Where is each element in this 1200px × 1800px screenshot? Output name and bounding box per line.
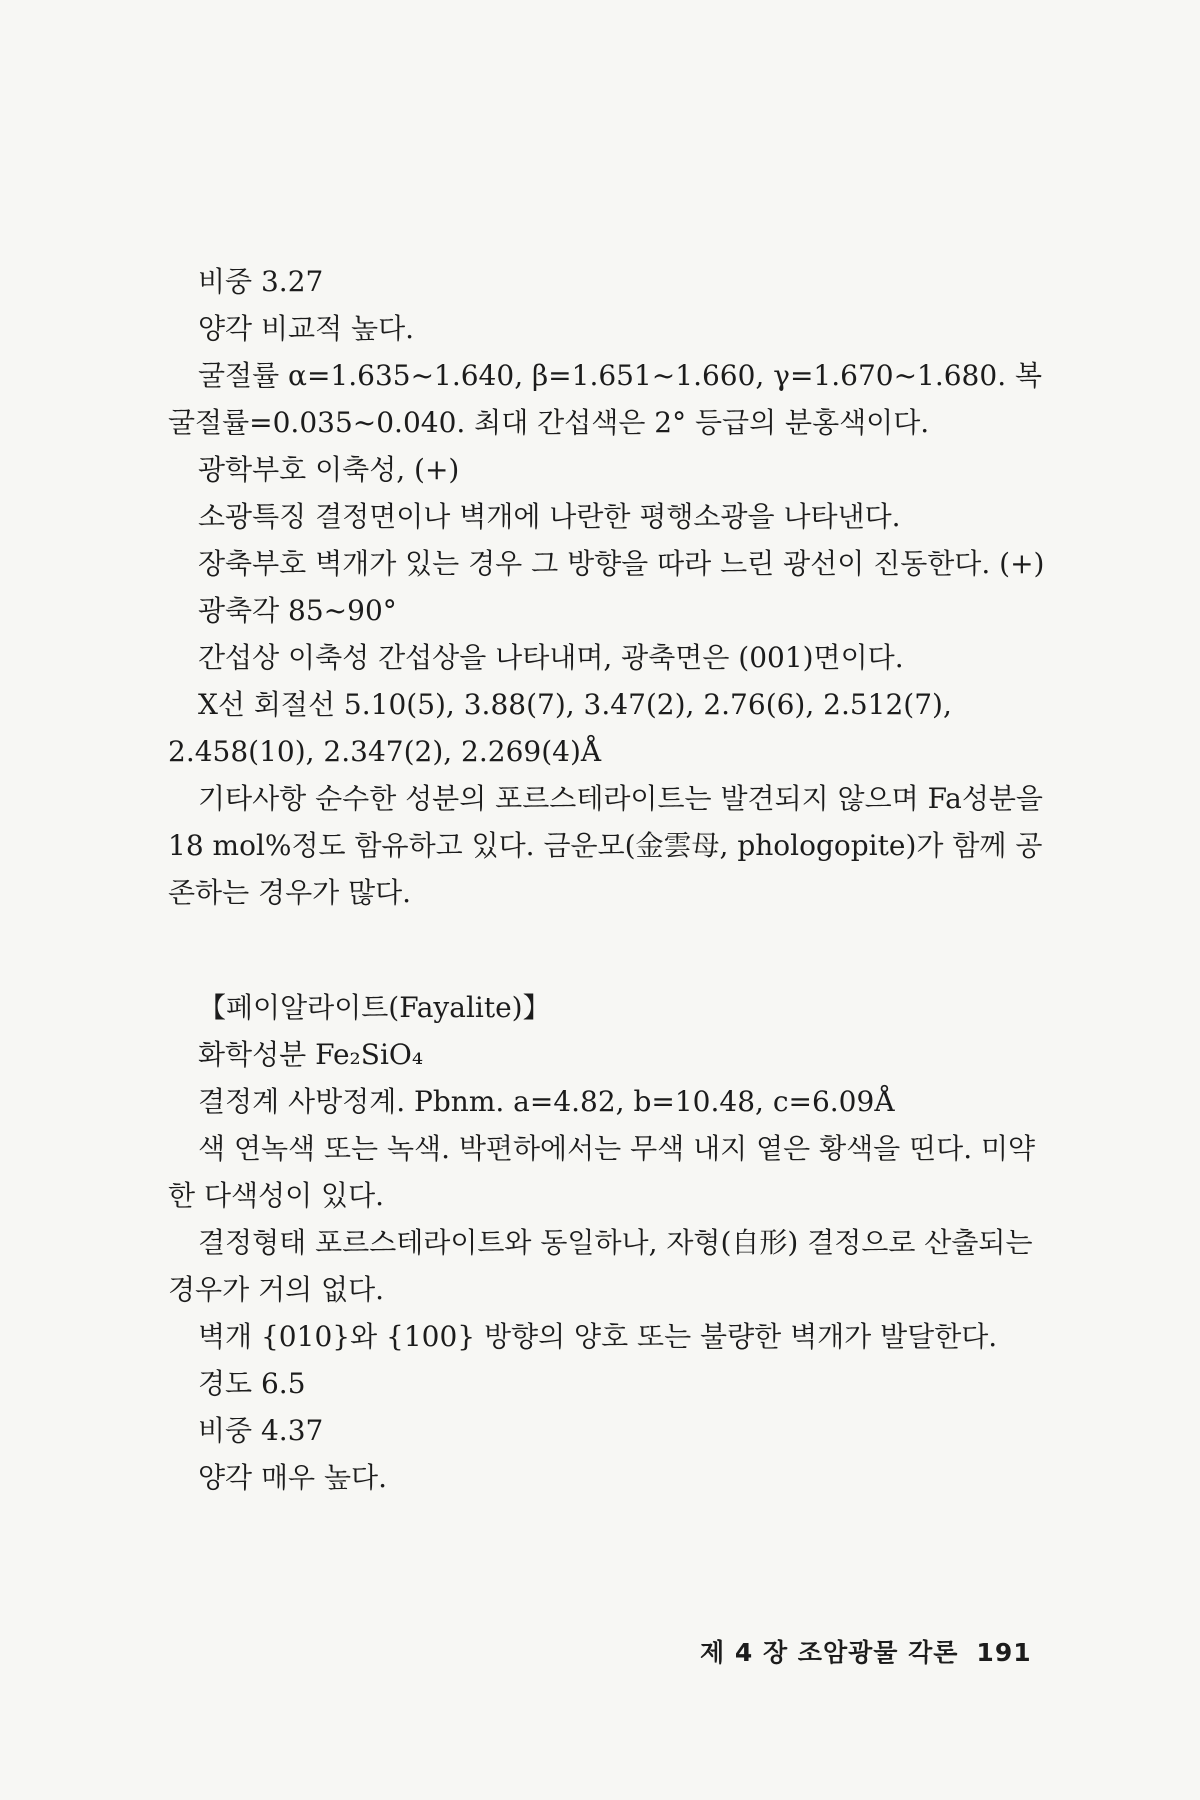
- section-spacer: [168, 916, 1048, 984]
- text-line-optic-sign: 광학부호 이축성, (+): [198, 453, 460, 486]
- page-number: 191: [976, 1638, 1032, 1667]
- section-line-relief: 양각 매우 높다.: [198, 1461, 387, 1494]
- text-line-optic-angle: 광축각 85~90°: [198, 594, 397, 627]
- section-title: 【페이알라이트(Fayalite)】: [198, 991, 551, 1024]
- section-line-chemical-composition: 화학성분 Fe₂SiO₄: [198, 1038, 424, 1071]
- text-line-elongation-sign: 장축부호 벽개가 있는 경우 그 방향을 따라 느린 광선이 진동한다. (+): [198, 547, 1045, 580]
- text-line-xray-diffraction: X선 회절선 5.10(5), 3.88(7), 3.47(2), 2.76(6), 2.512(7), 2.458(10), 2.347(2), 2.269(4)Å: [168, 688, 952, 768]
- text-line-extinction: 소광특징 결정면이나 벽개에 나란한 평행소광을 나타낸다.: [198, 500, 901, 533]
- text-line-refractive-index: 굴절률 α=1.635~1.640, β=1.651~1.660, γ=1.670~1.680. 복굴절률=0.035~0.040. 최대 간섭색은 2° 등급의 분홍색이다.: [168, 359, 1043, 439]
- page-body: [168, 258, 1048, 1501]
- section-line-crystal-habit: 결정형태 포르스테라이트와 동일하나, 자형(自形) 결정으로 산출되는 경우가 거의 없다.: [168, 1226, 1033, 1306]
- text-line-remarks: 기타사항 순수한 성분의 포르스테라이트는 발견되지 않으며 Fa성분을 18 mol%정도 함유하고 있다. 금운모(金雲母, phologopite)가 함께 공존하는 경우가 많다.: [168, 782, 1043, 909]
- section-line-color: 색 연녹색 또는 녹색. 박편하에서는 무색 내지 옅은 황색을 띤다. 미약한 다색성이 있다.: [168, 1132, 1036, 1212]
- running-footer: [700, 1633, 1032, 1669]
- text-line-relief: 양각 비교적 높다.: [198, 312, 415, 345]
- section-line-cleavage: 벽개 {010}와 {100} 방향의 양호 또는 불량한 벽개가 발달한다.: [198, 1320, 998, 1353]
- text-line-specific-gravity: 비중 3.27: [198, 265, 324, 298]
- section-line-crystal-system: 결정계 사방정계. Pbnm. a=4.82, b=10.48, c=6.09Å: [198, 1085, 895, 1118]
- text-line-interference-figure: 간섭상 이축성 간섭상을 나타내며, 광축면은 (001)면이다.: [198, 641, 904, 674]
- chapter-title: 제 4 장 조암광물 각론: [700, 1638, 959, 1667]
- section-line-specific-gravity: 비중 4.37: [198, 1414, 324, 1447]
- section-line-hardness: 경도 6.5: [198, 1367, 306, 1400]
